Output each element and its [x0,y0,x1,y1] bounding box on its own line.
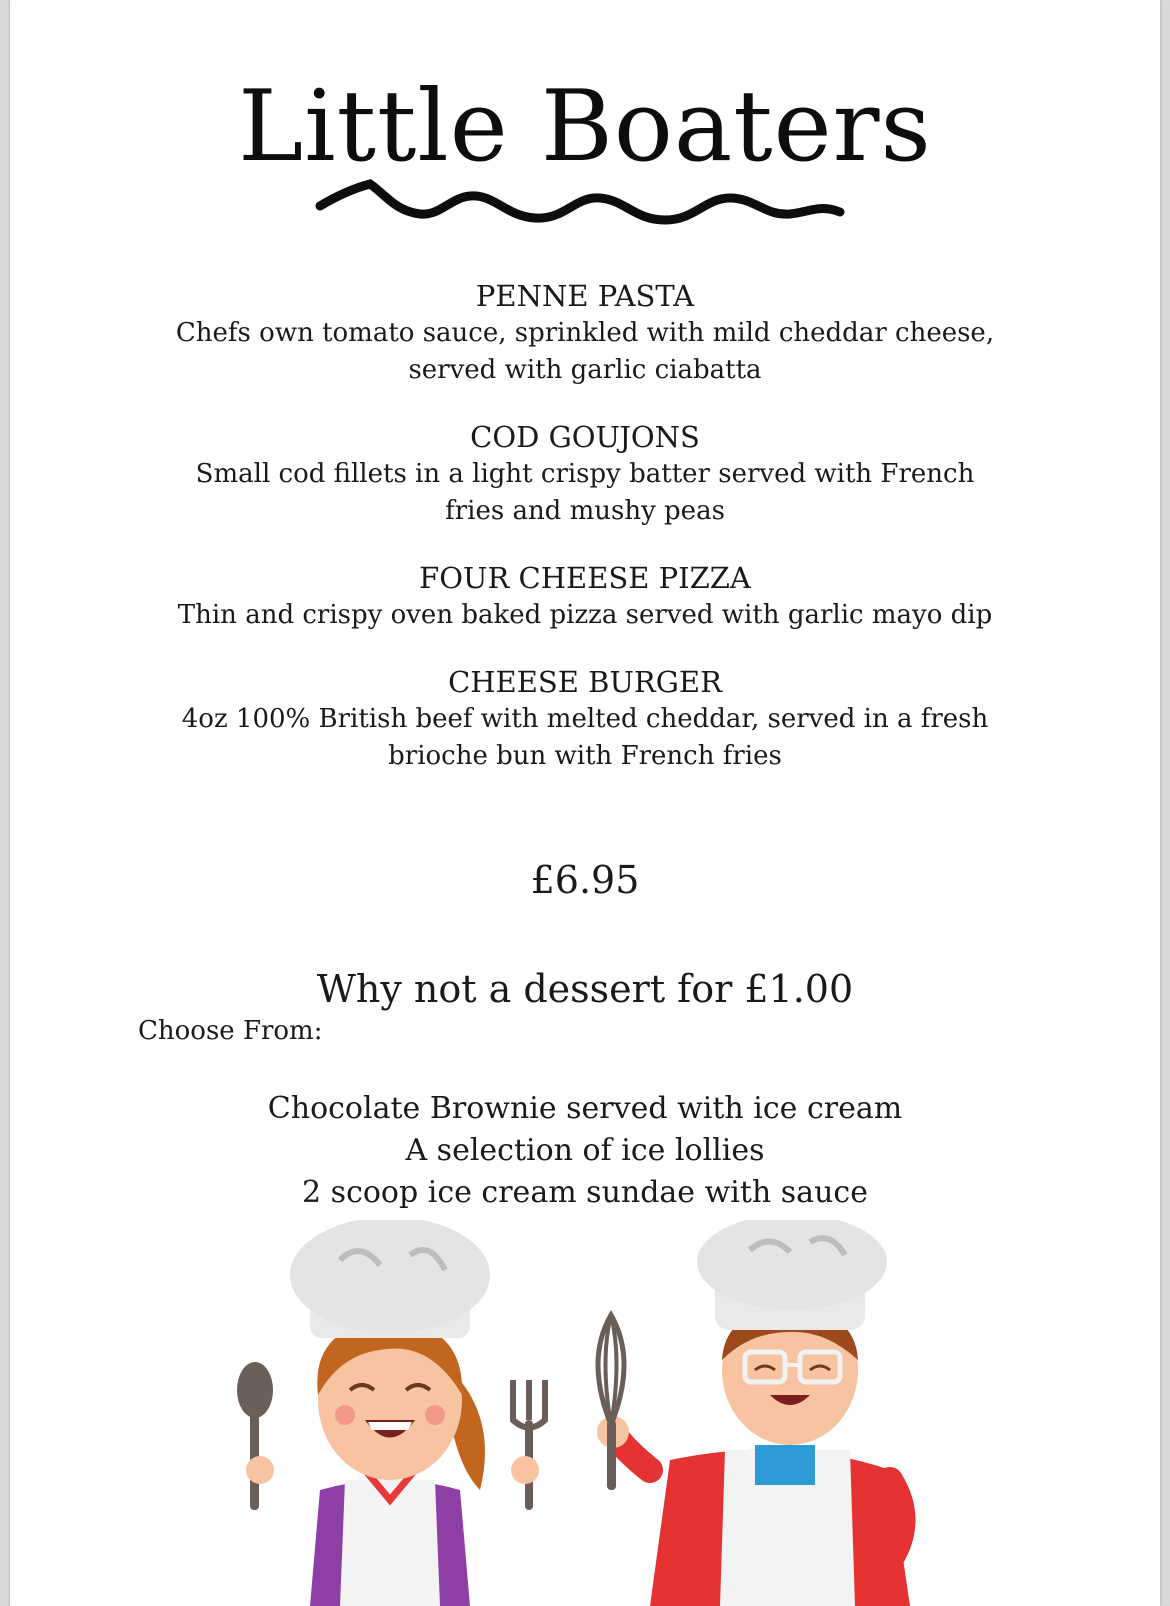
dessert-options [10,1088,1160,1214]
menu-item [10,664,1160,775]
menu-page [10,0,1160,1606]
girl-chef-icon [237,1220,545,1606]
choose-from-label: Choose From: [138,1016,323,1046]
menu-item [10,278,1160,389]
menu-item [10,419,1160,530]
menu-item [10,560,1160,634]
price: £6.95 [530,858,640,902]
menu-item-name: COD GOUJONS [470,420,700,454]
menu-item-description: Chefs own tomato sauce, sprinkled with mild cheddar cheese, served with garlic ciabatta [175,318,995,385]
menu-item-name: PENNE PASTA [475,279,695,313]
dessert-option: 2 scoop ice cream sundae with sauce [302,1175,868,1210]
dessert-option: Chocolate Brownie served with ice cream [267,1091,903,1126]
chefs-illustration [10,1220,1160,1606]
menu-list [10,278,1160,805]
menu-item-name: FOUR CHEESE PIZZA [419,561,751,595]
menu-item-description: Small cod fillets in a light crispy batter served with French fries and mushy peas [195,459,975,526]
brand-title: Little Boaters [238,70,932,184]
boy-chef-icon [597,1220,910,1606]
dessert-option: A selection of ice lollies [405,1133,765,1168]
wave-icon [310,176,850,246]
menu-item-description: Thin and crispy oven baked pizza served with garlic mayo dip [177,600,993,630]
menu-item-name: CHEESE BURGER [448,665,722,699]
menu-item-description: 4oz 100% British beef with melted cheddar, served in a fresh brioche bun with French fries [181,704,989,771]
dessert-title: Why not a dessert for £1.00 [316,967,854,1011]
